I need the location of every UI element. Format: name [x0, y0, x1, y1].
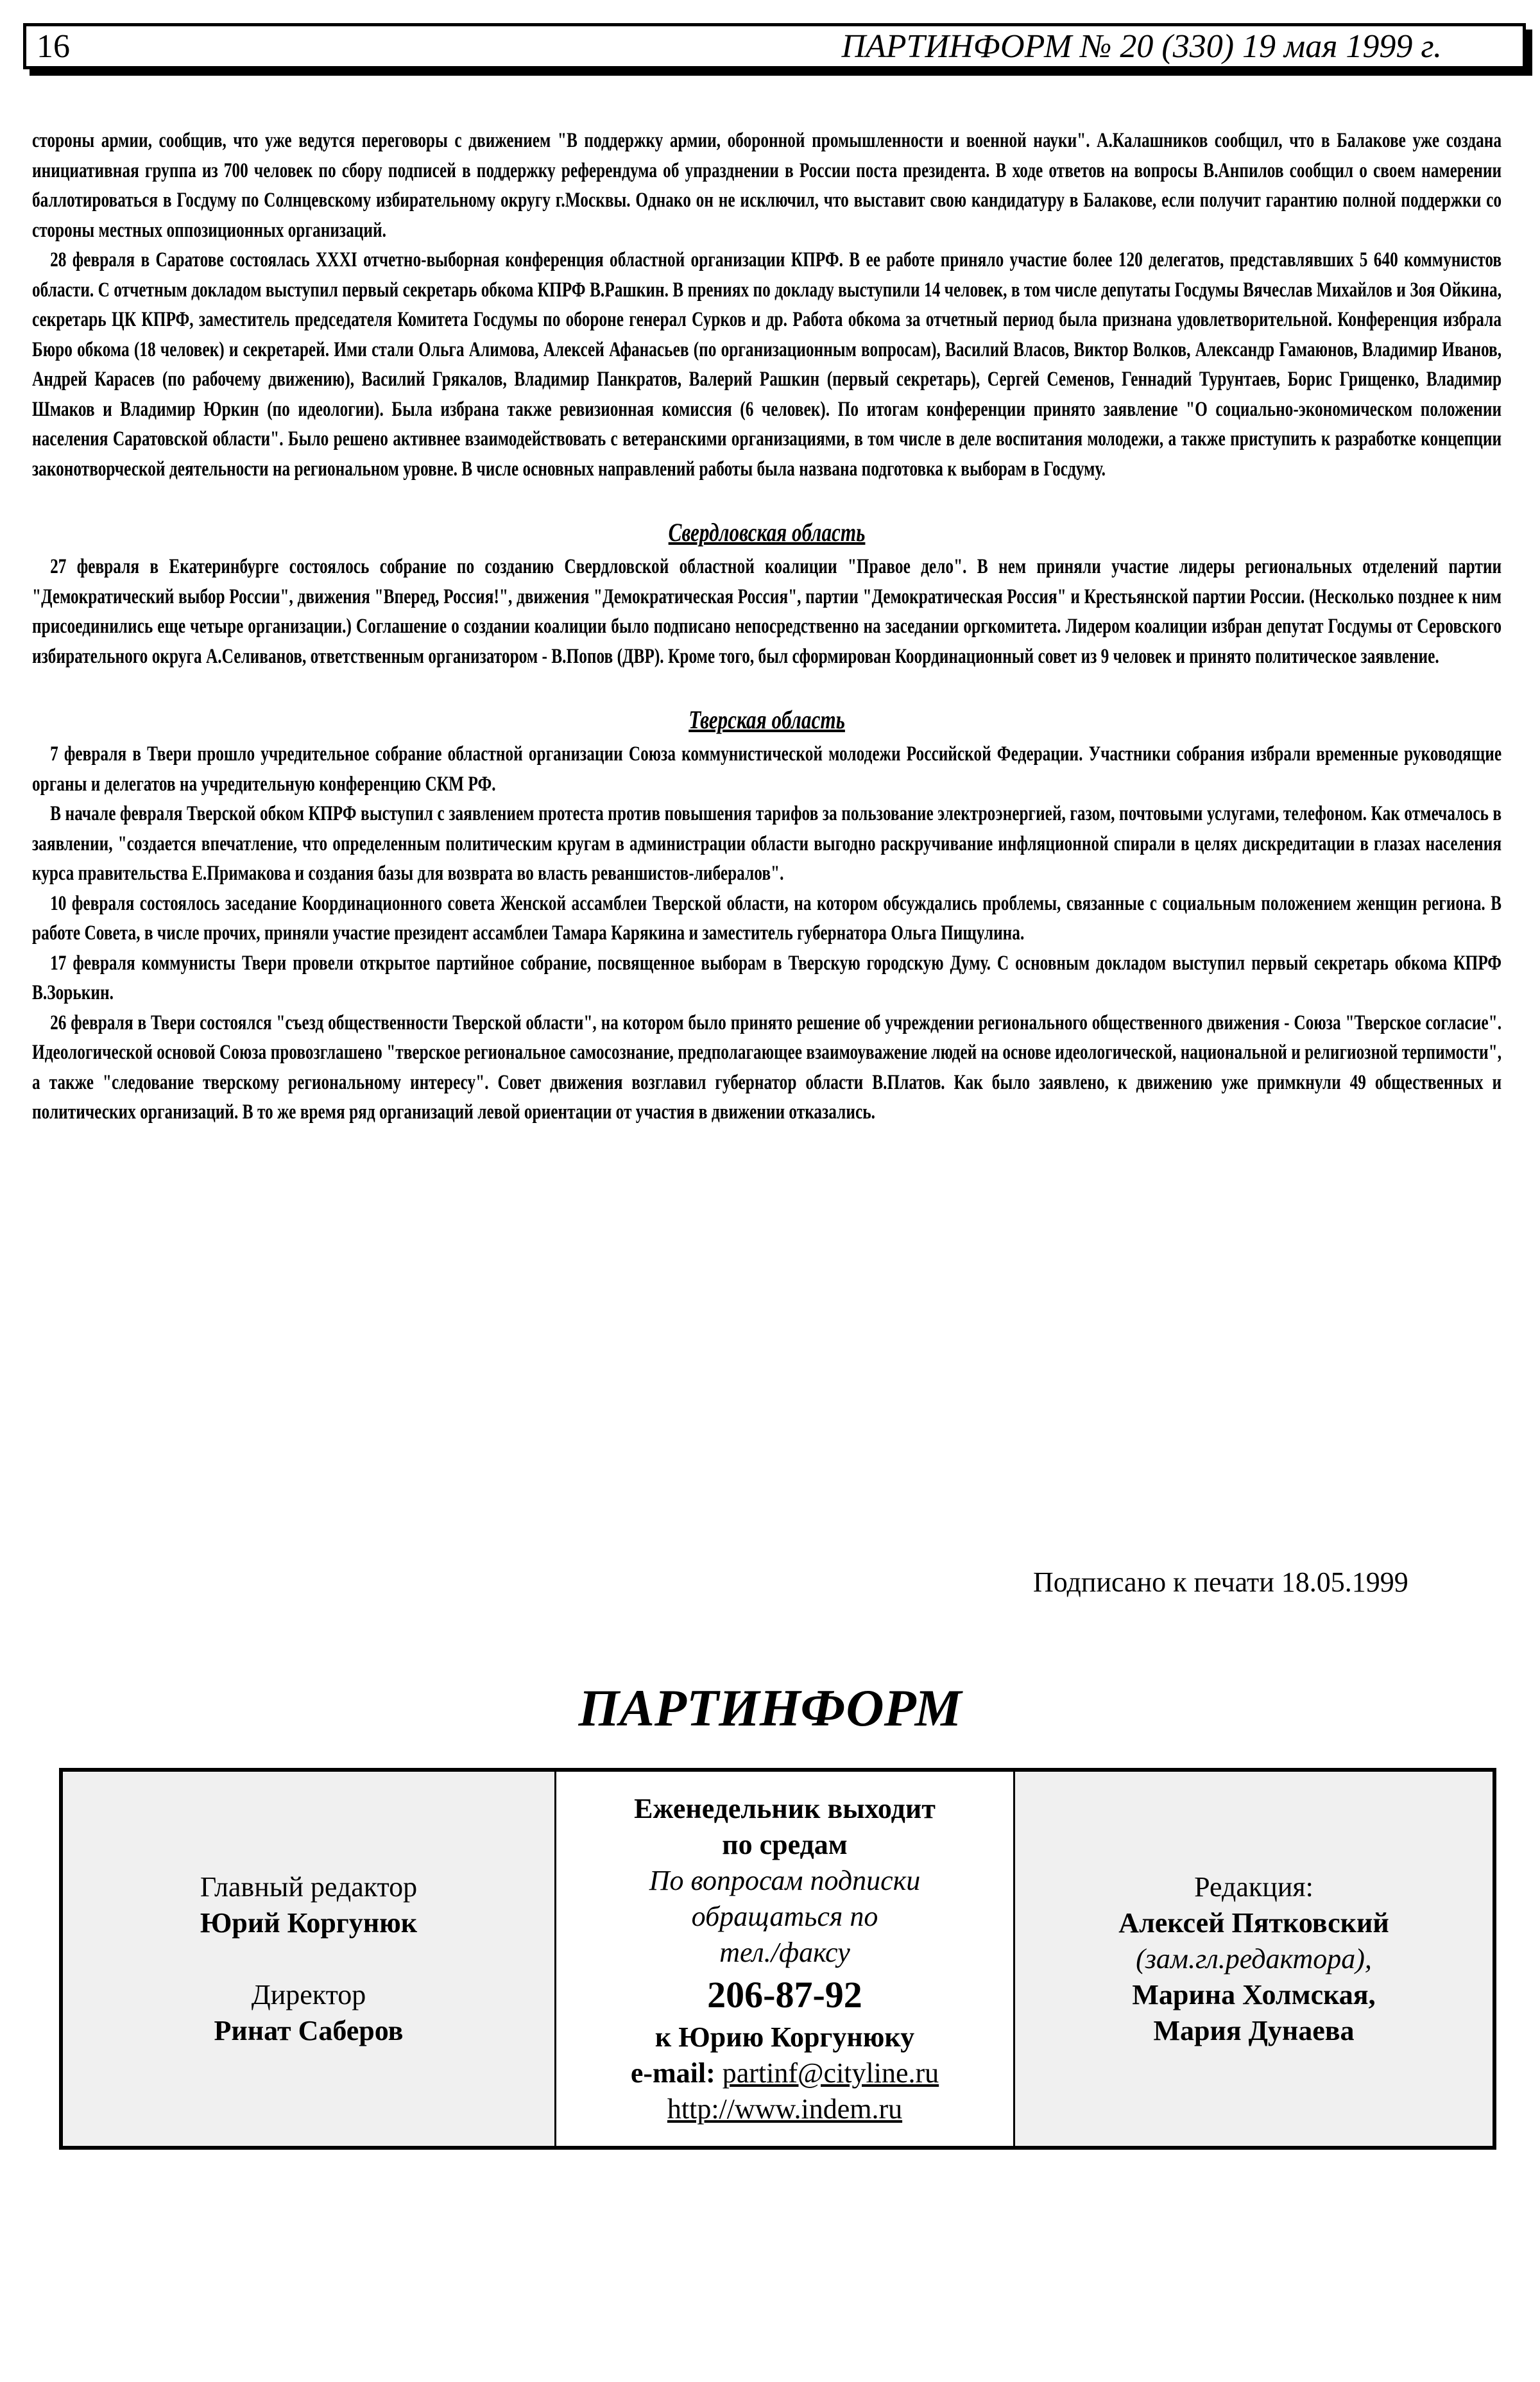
imprint-middle [556, 1772, 1015, 2146]
page-number: 16 [37, 28, 70, 65]
imprint-box [59, 1768, 1496, 2150]
contact-person: к Юрию Коргунюку [654, 2021, 915, 2053]
paragraph: 10 февраля состоялось заседание Координационного совета Женской ассамблеи Тверской области, на котором обсуждались проблемы, связанные с социальным положением женщин региона. В работе Совета, в числе прочих, приняли участие президент ассамблеи Тамара Карякина и заместитель губернатора Ольга Пищулина. [32, 891, 1502, 945]
email-line [631, 2055, 939, 2091]
subscription-line1: По вопросам подписки [649, 1864, 921, 1896]
email-label: e-mail: [630, 2057, 715, 2089]
paragraph: В начале февраля Тверской обком КПРФ выступил с заявлением протеста против повышения тарифов за пользование электроэнергией, газом, почтовыми услугами, телефоном. Как отмечалось в заявлении, "создается впечатление, что определенным политическим кругам в администрации области выгодно раскручивание инфляционной спирали в целях дискредитации в глазах населения курса правительства Е.Примакова и создания базы для возврата во власть реваншистов-либералов". [32, 802, 1502, 885]
article-body [32, 126, 1502, 1127]
director-role: Директор [251, 1978, 366, 2010]
issue-title: ПАРТИНФОРМ № 20 (330) 19 мая 1999 г. [841, 28, 1442, 65]
editorial-role-1: (зам.гл.редактора), [1136, 1942, 1372, 1975]
subscription-line2: обращаться по [691, 1900, 878, 1932]
paragraph: стороны армии, сообщив, что уже ведутся переговоры с движением "В поддержку армии, оборонной промышленности и военной науки". А.Калашников сообщил, что в Балакове уже создана инициативная группа из 700 человек по сбору подписей в поддержку референдума об упразднении в России поста президента. В ходе ответов на вопросы В.Анпилов сообщил о своем намерении баллотироваться в Госдуму по Солнцевскому избирательному округу г.Москвы. Однако он не исключил, что выставит свою кандидатуру в Балакове, если получит гарантию полной поддержки со стороны местных оппозиционных организаций. [32, 129, 1502, 242]
paragraph: 28 февраля в Саратове состоялась XXXI отчетно-выборная конференция областной организации КПРФ. В ее работе приняло участие более 120 делегатов, представлявших 5 640 коммунистов области. С отчетным докладом выступил первый секретарь обкома КПРФ В.Рашкин. В прениях по докладу выступили 14 человек, в том числе депутаты Госдумы Вячеслав Михайлов и Зоя Ойкина, секретарь ЦК КПРФ, заместитель председателя Комитета Госдумы по обороне генерал Сурков и др. Работа обкома за отчетный период была признана удовлетворительной. Конференция избрала Бюро обкома (18 человек) и секретарей. Ими стали Ольга Алимова, Алексей Афанасьев (по организационным вопросам), Василий Власов, Виктор Волков, Александр Гамаюнов, Владимир Иванов, Андрей Карасев (по рабочему движению), Василий Грякалов, Владимир Панкратов, Валерий Рашкин (первый секретарь), Сергей Семенов, Геннадий Турунтаев, Борис Грищенко, Владимир Шмаков и Владимир Юркин (по идеологии). Была избрана также ревизионная комиссия (6 человек). По итогам конференции принято заявление "О социально-экономическом положении населения Саратовской области". Было решено активнее взаимодействовать с ветеранскими организациями, в том числе в деле воспитания молодежи, а также приступить к разработке концепции законотворческой деятельности на региональном уровне. В числе основных направлений работы была названа подготовка к выборам в Госдуму. [32, 248, 1502, 481]
signed-to-print: Подписано к печати 18.05.1999 [1033, 1566, 1408, 1598]
masthead-title: ПАРТИНФОРМ [578, 1679, 962, 1737]
paragraph: 27 февраля в Екатеринбурге состоялось собрание по созданию Свердловской областной коалиции "Правое дело". В нем приняли участие лидеры региональных отделений партии "Демократический выбор России", движения "Вперед, Россия!", движения "Демократическая Россия", партии "Демократическая Россия" и Крестьянской партии России. (Несколько позднее к ним присоединились еще четыре организации.) Соглашение о создании коалиции было подписано непосредственно на заседании оргкомитета. Лидером коалиции избран депутат Госдумы от Серовского избирательного округа А.Селиванов, ответственным организатором - В.Попов (ДВР). Кроме того, был сформирован Координационный совет из 9 человек и принято политическое заявление. [32, 555, 1502, 668]
weekly-line1: Еженедельник выходит [634, 1792, 936, 1824]
director-name: Ринат Саберов [214, 2014, 404, 2046]
weekly-line2: по средам [722, 1828, 848, 1860]
editorial-label: Редакция: [1194, 1871, 1313, 1903]
editor-name: Юрий Коргунюк [200, 1906, 418, 1939]
section-title-sverdlovsk: Свердловская область [668, 518, 866, 547]
paragraph: 17 февраля коммунисты Твери провели открытое партийное собрание, посвященное выборам в Тверскую городскую Думу. С основным докладом выступил первый секретарь обкома КПРФ В.Зорькин. [32, 951, 1502, 1004]
editorial-name-1: Алексей Пятковский [1118, 1906, 1389, 1939]
subscription-line3: тел./факсу [719, 1936, 850, 1968]
phone-number: 206-87-92 [707, 1973, 862, 2016]
paragraph: 7 февраля в Твери прошло учредительное собрание областной организации Союза коммунистической молодежи Российской Федерации. Участники собрания избрали временные руководящие органы и делегатов на учредительную конференцию СКМ РФ. [32, 742, 1502, 796]
editorial-name-3: Мария Дунаева [1153, 2014, 1355, 2046]
email-link[interactable]: partinf@cityline.ru [722, 2057, 939, 2089]
section-title-tver: Тверская область [689, 705, 845, 734]
editorial-name-2: Марина Холмская, [1132, 1978, 1376, 2010]
page-header [23, 23, 1526, 69]
imprint-left [63, 1772, 556, 2146]
paragraph: 26 февраля в Твери состоялся "съезд общественности Тверской области", на котором было принято решение об учреждении регионального общественного движения - Союза "Тверское согласие". Идеологической основой Союза провозглашено "тверское региональное самосознание, предполагающее взаимоуважение людей на основе идеологической, национальной и религиозной терпимости", а также "следование тверскому региональному интересу". Совет движения возглавил губернатор области В.Платов. Как было заявлено, к движению уже примкнули 49 общественных и политических организаций. В то же время ряд организаций левой ориентации от участия в движении отказались. [32, 1011, 1502, 1124]
editor-role: Главный редактор [200, 1871, 418, 1903]
imprint-right [1015, 1772, 1493, 2146]
website-link[interactable]: http://www.indem.ru [667, 2093, 903, 2125]
